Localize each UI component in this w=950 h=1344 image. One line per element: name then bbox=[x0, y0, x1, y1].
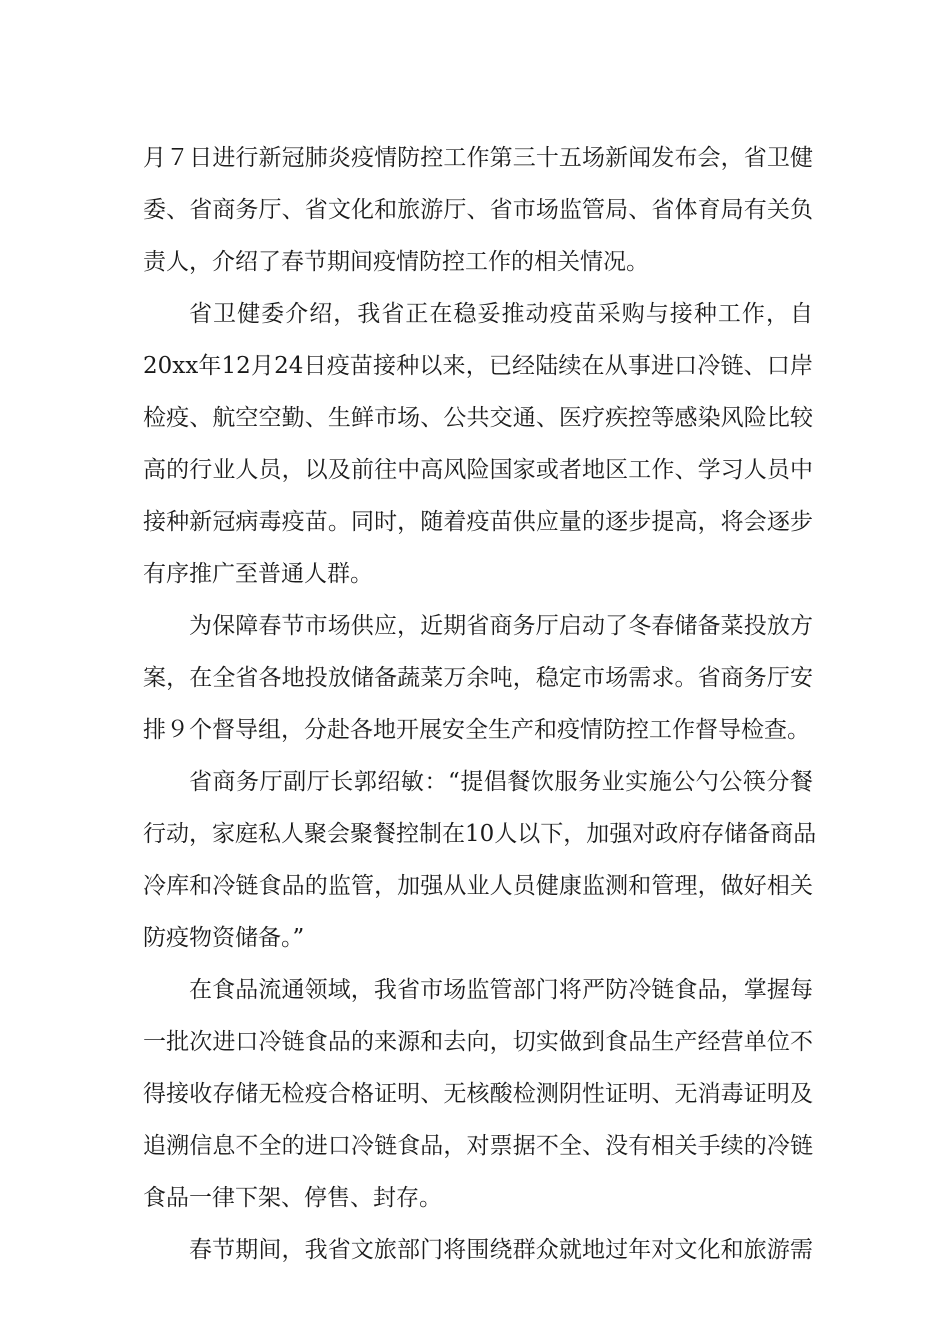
text-line: 有序推广至普通人群。 bbox=[143, 561, 373, 587]
text-line: 行动，家庭私人聚会聚餐控制在10人以下，加强对政府存储备商品 bbox=[143, 821, 817, 847]
text-line: 春节期间，我省文旅部门将围绕群众就地过年对文化和旅游需 bbox=[189, 1237, 813, 1263]
text-line: 防疫物资储备。” bbox=[143, 925, 305, 951]
text-line: 检疫、航空空勤、生鲜市场、公共交通、医疗疾控等感染风险比较 bbox=[143, 405, 813, 431]
text-line: 委、省商务厅、省文化和旅游厅、省市场监管局、省体育局有关负 bbox=[143, 197, 813, 223]
text-line: 冷库和冷链食品的监管，加强从业人员健康监测和管理，做好相关 bbox=[143, 873, 813, 899]
text-line: 食品一律下架、停售、封存。 bbox=[143, 1185, 442, 1211]
text-line: 案，在全省各地投放储备蔬菜万余吨，稳定市场需求。省商务厅安 bbox=[143, 665, 813, 691]
text-line: 20xx年12月24日疫苗接种以来，已经陆续在从事进口冷链、口岸 bbox=[143, 353, 813, 379]
text-line: 省商务厅副厅长郭绍敏：“提倡餐饮服务业实施公勺公筷分餐 bbox=[189, 769, 813, 795]
text-line: 一批次进口冷链食品的来源和去向，切实做到食品生产经营单位不 bbox=[143, 1029, 813, 1055]
document-body bbox=[143, 132, 817, 1276]
text-line: 责人，介绍了春节期间疫情防控工作的相关情况。 bbox=[143, 249, 649, 275]
text-line: 得接收存储无检疫合格证明、无核酸检测阴性证明、无消毒证明及 bbox=[143, 1081, 813, 1107]
text-line: 为保障春节市场供应，近期省商务厅启动了冬春储备菜投放方 bbox=[189, 613, 813, 639]
text-line: 月７日进行新冠肺炎疫情防控工作第三十五场新闻发布会，省卫健 bbox=[143, 145, 813, 171]
text-line: 排９个督导组，分赴各地开展安全生产和疫情防控工作督导检查。 bbox=[143, 717, 810, 743]
text-line: 接种新冠病毒疫苗。同时，随着疫苗供应量的逐步提高，将会逐步 bbox=[143, 509, 813, 535]
text-line: 高的行业人员，以及前往中高风险国家或者地区工作、学习人员中 bbox=[143, 457, 813, 483]
text-line: 追溯信息不全的进口冷链食品，对票据不全、没有相关手续的冷链 bbox=[143, 1133, 813, 1159]
text-line: 省卫健委介绍，我省正在稳妥推动疫苗采购与接种工作，自 bbox=[189, 301, 813, 327]
text-line: 在食品流通领域，我省市场监管部门将严防冷链食品，掌握每 bbox=[189, 977, 813, 1003]
